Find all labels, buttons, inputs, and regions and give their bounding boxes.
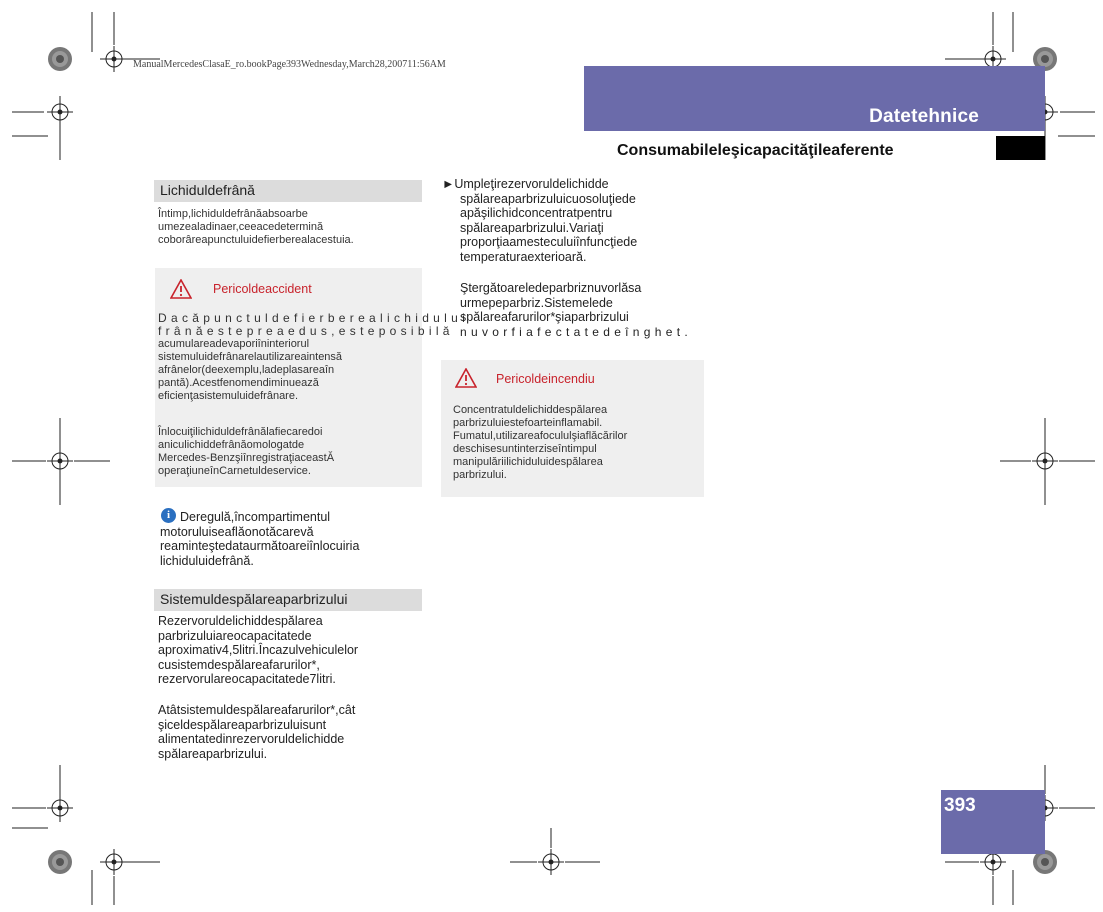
- washer-system-heading: Sistemuldespălareaparbrizului: [154, 589, 422, 611]
- accident-warning-text-2: Înlocuiţilichiduldefrânălafiecaredoi aniculichiddefrânăomologatde Mercedes-BenzşiînregistraţiaceastĂ operaţiuneînCarnetuldeservice.: [158, 426, 335, 477]
- section-title: Datetehnice: [869, 106, 979, 127]
- warning-triangle-icon: [455, 368, 477, 388]
- warning-triangle-icon: [170, 279, 192, 299]
- file-info-line: ManualMercedesClasaE_ro.bookPage393Wednesday,March28,200711:56AM: [133, 59, 446, 70]
- info-note: Deregulă,încompartimentul motoruluiseaflăonotăcarevă reaminteştedataurmătoareiînlocuiria lichiduluidefrână.: [160, 510, 360, 568]
- page-subtitle: Consumabileleşicapacităţileaferente: [617, 142, 894, 159]
- washer-paragraph-2: Atâtsistemuldespălareafarurilor*,cât şiceldespălareaparbrizuluisunt alimentatedinrezervoruldelichidde spălareaparbrizului.: [158, 703, 356, 761]
- accident-warning-text: Dacăpunctuldefierberealichidului frânăestepreaedus,esteposibilă acumulareadevaporiîninteriorul sistemuluidefrânarelautilizareaintensă afrânelor(deexemplu,ladeplasareaîn pantă).Acestfenomendiminuează eficienţasistemuluidefrânare.: [158, 311, 470, 402]
- subtitle-marker: [996, 136, 1045, 160]
- fire-warning-text: Concentratuldelichiddespălarea parbrizuluiestefoarteinflamabil. Fumatul,utilizareafocululşiaflăcărilor deschisesuntinterziseîntimpul manipulăriilichiduluidespălarea parbrizului.: [453, 404, 628, 481]
- brake-fluid-heading: Lichiduldefrână: [154, 180, 422, 202]
- accident-warning-title: Pericoldeaccident: [213, 282, 312, 296]
- info-icon: i: [161, 508, 176, 523]
- wiper-note: Ştergătoareledeparbriznuvorlăsa urmepeparbriz.Sistemelede spălareafarurilor*şiaparbrizului nuvorfiafectatedeînghet.: [460, 281, 692, 339]
- fire-warning-title: Pericoldeincendiu: [496, 372, 595, 386]
- page-number: 393: [944, 795, 976, 816]
- refill-instruction: ►Umpleţirezervoruldelichidde spălareaparbrizuluicuosoluţiede apăşilichidconcentratpentru spălareaparbrizului.Variaţi proporţiaamesteculuiînfuncţiede temperaturaexterioară.: [442, 177, 638, 264]
- rosette-top-left: [48, 47, 72, 71]
- washer-paragraph-1: Rezervoruldelichiddespălarea parbrizuluiareocapacitatede aproximativ4,5litri.Încazulvehiculelor cusistemdespălareafarurilor*, rezervorulareocapacitatede7litri.: [158, 614, 359, 686]
- rosette-bottom-left: [48, 850, 72, 874]
- brake-fluid-paragraph: Întimp,lichiduldefrânăabsoarbe umezealadinaer,ceeacedetermină coborâreapunctuluidefierberealacestuia.: [158, 208, 354, 246]
